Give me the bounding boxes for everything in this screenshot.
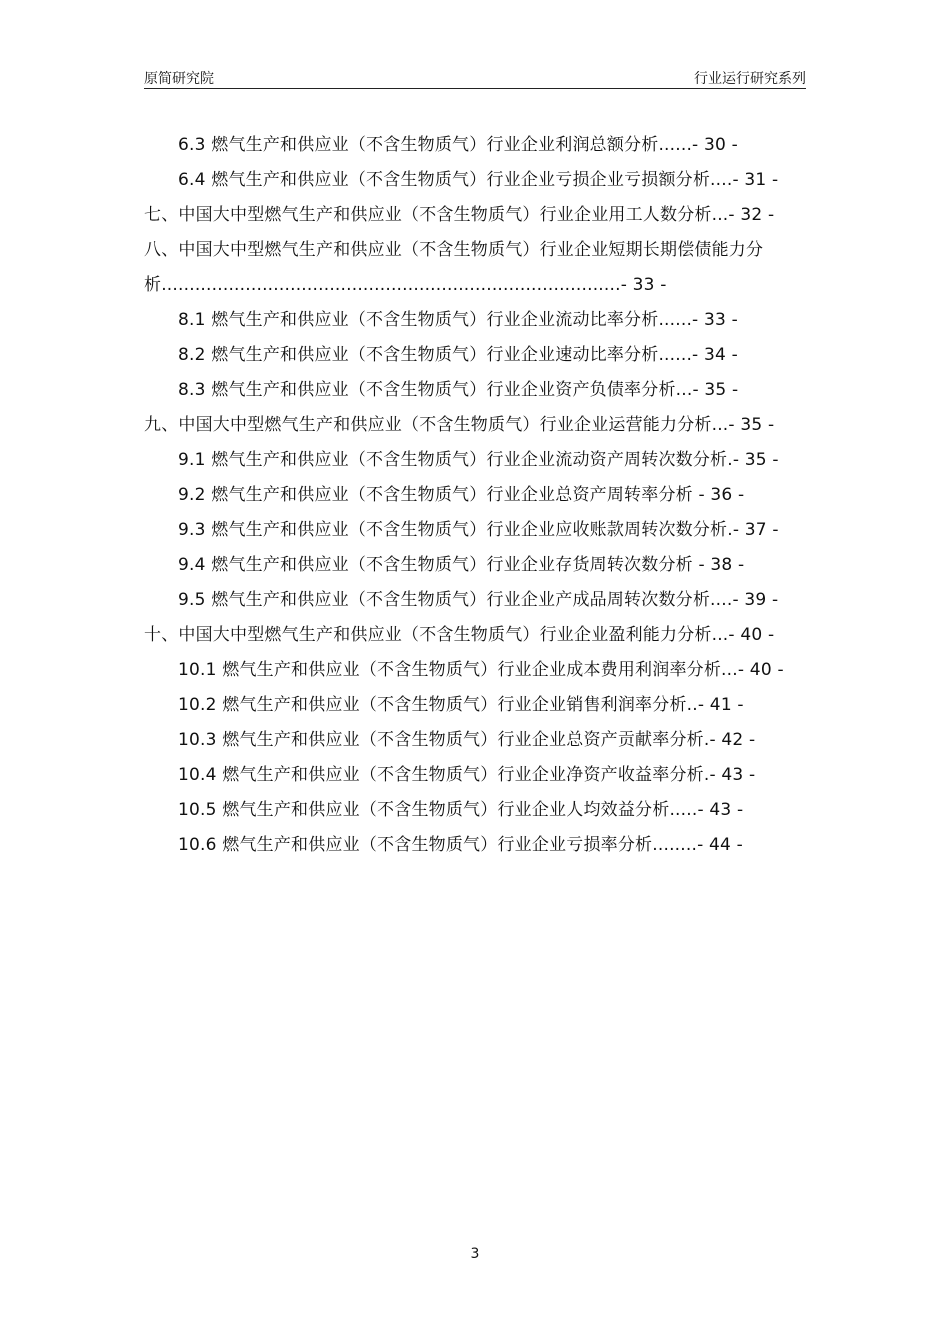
toc-entry[interactable]: 9.5 燃气生产和供应业（不含生物质气）行业企业产成品周转次数分析....- 39 - <box>178 590 779 610</box>
page-header <box>144 66 806 89</box>
toc-entry[interactable]: 6.4 燃气生产和供应业（不含生物质气）行业企业亏损企业亏损额分析....- 31 - <box>178 170 779 190</box>
toc-entry[interactable]: 10.2 燃气生产和供应业（不含生物质气）行业企业销售利润率分析..- 41 - <box>178 695 744 715</box>
toc-entry[interactable]: 8.2 燃气生产和供应业（不含生物质气）行业企业速动比率分析......- 34 - <box>178 345 738 365</box>
toc-entry[interactable]: 8.1 燃气生产和供应业（不含生物质气）行业企业流动比率分析......- 33 - <box>178 310 738 330</box>
table-of-contents <box>144 128 806 863</box>
toc-entry[interactable]: 9.3 燃气生产和供应业（不含生物质气）行业企业应收账款周转次数分析.- 37 - <box>178 520 779 540</box>
toc-entry[interactable]: 9.2 燃气生产和供应业（不含生物质气）行业企业总资产周转率分析 - 36 - <box>178 485 745 505</box>
toc-entry[interactable]: 十、中国大中型燃气生产和供应业（不含生物质气）行业企业盈利能力分析...- 40 - <box>144 625 775 645</box>
toc-entry[interactable]: 10.6 燃气生产和供应业（不含生物质气）行业企业亏损率分析........- 44 - <box>178 835 743 855</box>
toc-entry[interactable]: 九、中国大中型燃气生产和供应业（不含生物质气）行业企业运营能力分析...- 35 - <box>144 415 775 435</box>
toc-entry[interactable]: 10.5 燃气生产和供应业（不含生物质气）行业企业人均效益分析.....- 43 - <box>178 800 744 820</box>
toc-entry[interactable]: 七、中国大中型燃气生产和供应业（不含生物质气）行业企业用工人数分析...- 32 - <box>144 205 775 225</box>
header-series-title: 行业运行研究系列 <box>694 71 806 87</box>
toc-entry[interactable]: 10.4 燃气生产和供应业（不含生物质气）行业企业净资产收益率分析.- 43 - <box>178 765 756 785</box>
toc-entry[interactable]: 八、中国大中型燃气生产和供应业（不含生物质气）行业企业短期长期偿债能力分析..................................................................................- 33 - <box>144 240 764 295</box>
toc-entry[interactable]: 10.3 燃气生产和供应业（不含生物质气）行业企业总资产贡献率分析.- 42 - <box>178 730 756 750</box>
toc-entry[interactable]: 9.4 燃气生产和供应业（不含生物质气）行业企业存货周转次数分析 - 38 - <box>178 555 745 575</box>
toc-entry[interactable]: 10.1 燃气生产和供应业（不含生物质气）行业企业成本费用利润率分析...- 40 - <box>178 660 784 680</box>
toc-entry[interactable]: 9.1 燃气生产和供应业（不含生物质气）行业企业流动资产周转次数分析.- 35 - <box>178 450 779 470</box>
toc-entry[interactable]: 8.3 燃气生产和供应业（不含生物质气）行业企业资产负债率分析...- 35 - <box>178 380 739 400</box>
page-number: 3 <box>470 1246 480 1262</box>
header-publisher: 原简研究院 <box>144 71 214 87</box>
toc-entry[interactable]: 6.3 燃气生产和供应业（不含生物质气）行业企业利润总额分析......- 30 - <box>178 135 738 155</box>
